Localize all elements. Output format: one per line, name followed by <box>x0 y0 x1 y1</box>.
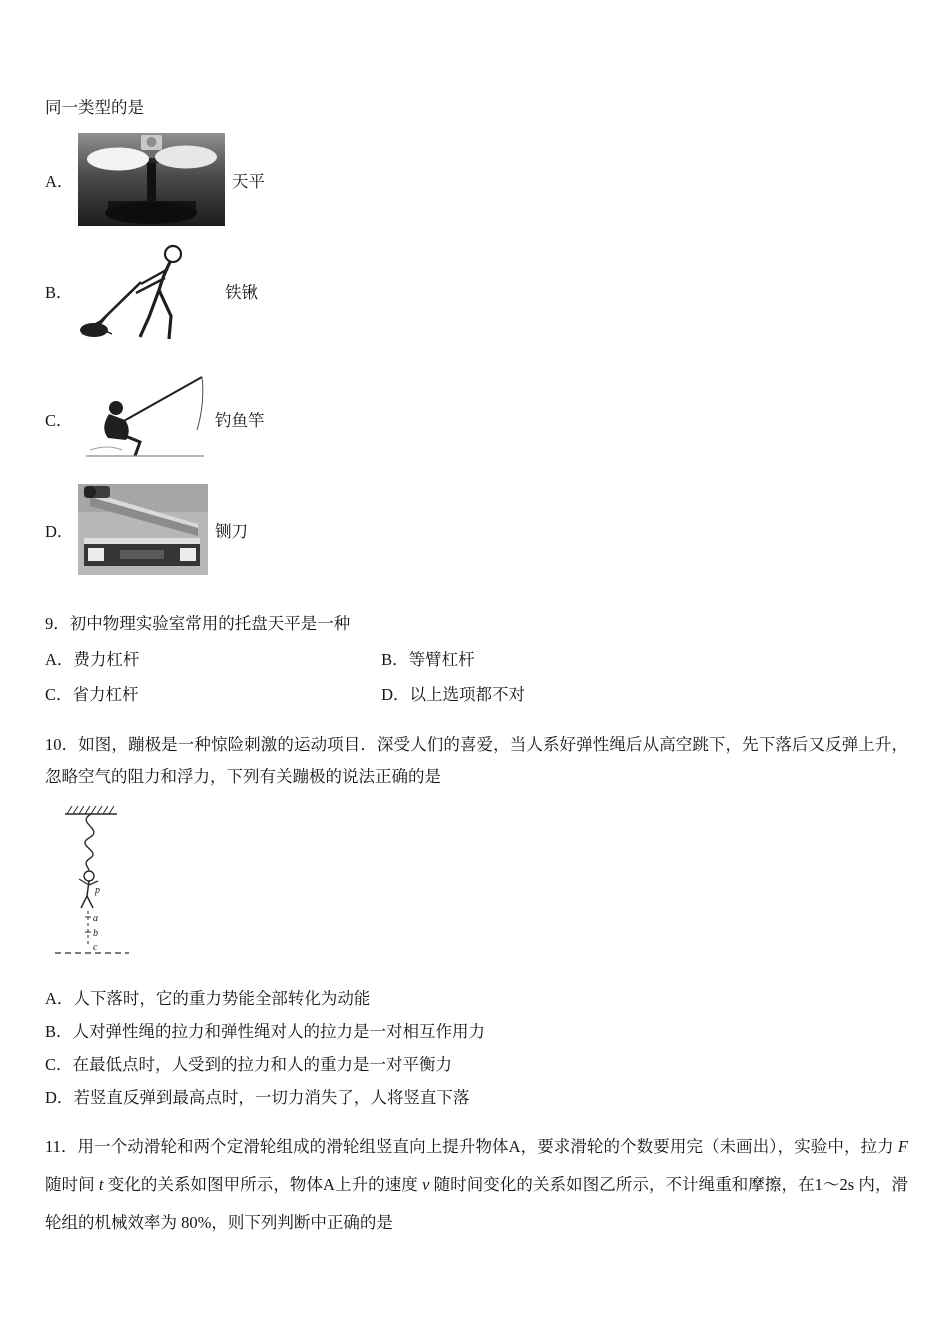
option-c-caption: 钓鱼竿 <box>215 410 265 430</box>
shovel-person-image <box>78 238 218 343</box>
question-9-options-row-1 <box>45 643 908 678</box>
bungee-diagram-graphic <box>45 801 140 959</box>
option-b-row <box>45 238 908 343</box>
question-10-option-d: D．若竖直反弹到最高点时，一切力消失了，人将竖直下落 <box>45 1087 470 1107</box>
question-9-option-c: C．省力杠杆 <box>45 684 139 704</box>
bungee-label-a: a <box>93 912 98 924</box>
question-10-option-b: B．人对弹性绳的拉力和弹性绳对人的拉力是一对相互作用力 <box>45 1021 486 1041</box>
option-d-row <box>45 484 908 575</box>
question-8-stem-continuation: 同一类型的是 <box>45 98 144 117</box>
q11-symbol-v: v <box>422 1174 430 1194</box>
option-b-letter: B． <box>45 282 73 302</box>
question-10-option-c: C．在最低点时，人受到的拉力和人的重力是一对平衡力 <box>45 1054 453 1074</box>
bungee-label-c: c <box>93 941 98 953</box>
question-9-options <box>45 643 908 713</box>
option-b-caption: 铁锹 <box>225 282 258 302</box>
q11-symbol-t: t <box>98 1174 104 1194</box>
balance-scale-graphic <box>78 133 225 226</box>
question-10-options <box>45 982 908 1114</box>
q11-stem-text-1: 11．用一个动滑轮和两个定滑轮组成的滑轮组竖直向上提升物体A，要求滑轮的个数要用完（未画出），实验中，拉力 <box>45 1136 898 1156</box>
option-d-letter: D． <box>45 521 74 541</box>
shovel-person-graphic <box>78 238 218 343</box>
option-a-caption: 天平 <box>232 171 265 191</box>
option-c-row <box>45 372 908 465</box>
option-d-caption: 铡刀 <box>215 521 248 541</box>
question-10-stem: 10．如图，蹦极是一种惊险刺激的运动项目．深受人们的喜爱，当人系好弹性绳后从高空跳下，先下落后又反弹上升，忽略空气的阻力和浮力，下列有关蹦极的说法正确的是 <box>45 734 908 786</box>
question-11-stem <box>45 1128 908 1242</box>
question-9-options-row-2 <box>45 678 908 713</box>
question-9-option-d: D．以上选项都不对 <box>381 684 526 704</box>
fishing-person-image <box>78 372 208 465</box>
balance-scale-image <box>78 133 225 226</box>
question-9-option-b: B．等臂杠杆 <box>381 649 475 669</box>
q11-stem-text-3: 变化的关系如图甲所示，物体A上升的速度 <box>103 1174 423 1194</box>
q11-symbol-F: F <box>897 1136 908 1156</box>
question-9-option-a: A．费力杠杆 <box>45 649 140 669</box>
option-a-row <box>45 133 908 226</box>
fishing-person-graphic <box>78 372 208 465</box>
bungee-diagram <box>45 801 140 964</box>
q11-stem-text-4: 随时间变化的关系如图乙所示，不计绳重和摩擦，在1～2s 内，滑轮组的机械效率为 80%，则下列判断中正确的是 <box>45 1174 909 1232</box>
option-a-letter: A． <box>45 171 74 191</box>
q11-stem-text-2: 随时间 <box>45 1174 99 1194</box>
question-10-option-a: A．人下落时，它的重力势能全部转化为动能 <box>45 988 371 1008</box>
question-9-stem: 9．初中物理实验室常用的托盘天平是一种 <box>45 614 351 634</box>
paper-cutter-image <box>78 484 208 575</box>
bungee-label-b: b <box>93 927 98 939</box>
option-c-letter: C． <box>45 410 73 430</box>
bungee-label-p: p <box>95 884 100 896</box>
paper-cutter-graphic <box>78 484 208 575</box>
